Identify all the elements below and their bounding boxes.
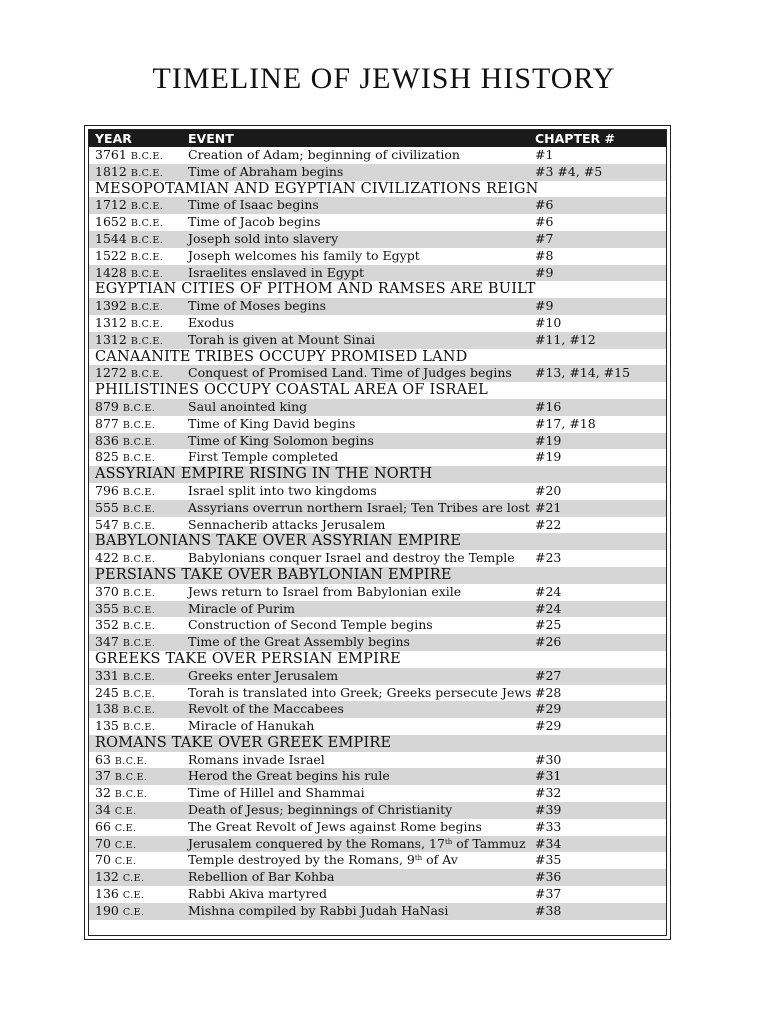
section-heading: ROMANS TAKE OVER GREEK EMPIRE <box>95 734 392 751</box>
chapter-cell: #1 <box>535 147 554 162</box>
event-cell <box>188 785 365 802</box>
year-number: 1652 <box>95 214 127 230</box>
year-number: 796 <box>95 482 119 498</box>
event-cell <box>188 315 234 332</box>
table-row <box>89 231 666 248</box>
table-row <box>89 332 666 349</box>
table-row <box>89 449 666 466</box>
chapter-cell: #23 <box>535 550 562 566</box>
chapter-cell: #34 <box>535 835 562 851</box>
table-row <box>89 298 666 315</box>
event-cell <box>188 416 355 433</box>
event-cell <box>188 802 452 819</box>
event-cell <box>188 617 433 634</box>
chapter-cell: #37 <box>535 886 562 902</box>
year-number: 352 <box>95 617 119 633</box>
event-text: Rebellion of Bar Kohba <box>188 869 335 885</box>
era-label: B.C.E. <box>130 369 164 381</box>
chapter-cell: #7 <box>535 230 554 246</box>
event-cell <box>188 718 314 735</box>
event-cell <box>188 197 319 214</box>
event-cell <box>188 500 530 517</box>
section-heading: PHILISTINES OCCUPY COASTAL AREA OF ISRAEL <box>95 382 488 399</box>
event-text: Torah is translated into Greek; Greeks persecute Jews <box>188 684 532 700</box>
era-label: C.E. <box>122 906 145 918</box>
section-row <box>89 181 666 198</box>
year-number: 1272 <box>95 365 127 381</box>
table-row <box>89 752 666 769</box>
era-label: C.E. <box>114 806 137 818</box>
chapter-cell: #19 <box>535 432 562 448</box>
table-row <box>89 365 666 382</box>
event-text: Time of King David begins <box>188 415 356 431</box>
event-text: Israel split into two kingdoms <box>188 482 377 498</box>
year-number: 1428 <box>95 264 127 280</box>
chapter-cell: #35 <box>535 852 562 868</box>
year-number: 70 <box>95 835 111 851</box>
table-row <box>89 634 666 651</box>
event-text: Joseph sold into slavery <box>188 230 339 246</box>
section-row <box>89 382 666 399</box>
era-label: B.C.E. <box>130 268 164 280</box>
event-cell <box>188 685 531 702</box>
chapter-cell: #29 <box>535 718 562 734</box>
table-row <box>89 886 666 903</box>
event-cell <box>188 517 385 534</box>
event-text: Time of Jacob begins <box>188 214 321 230</box>
era-label: B.C.E. <box>122 402 156 414</box>
year-number: 555 <box>95 499 119 515</box>
year-number: 63 <box>95 751 111 767</box>
event-cell <box>188 164 343 181</box>
chapter-cell: #36 <box>535 869 562 885</box>
event-cell <box>188 231 338 248</box>
era-label: B.C.E. <box>122 587 156 599</box>
chapter-cell: #8 <box>535 247 554 263</box>
year-number: 70 <box>95 852 111 868</box>
event-cell <box>188 852 458 869</box>
era-label: B.C.E. <box>114 789 148 801</box>
year-number: 3761 <box>95 147 127 162</box>
event-cell <box>188 701 344 718</box>
table-row <box>89 601 666 618</box>
table-row <box>89 399 666 416</box>
event-cell <box>188 550 515 567</box>
event-text: Conquest of Promised Land. Time of Judges begins <box>188 365 512 381</box>
event-cell <box>188 768 390 785</box>
table-row <box>89 147 666 164</box>
era-label: B.C.E. <box>130 167 164 179</box>
event-text: Sennacherib attacks Jerusalem <box>188 516 386 532</box>
event-cell <box>188 248 420 265</box>
header-event: EVENT <box>188 131 234 146</box>
section-heading: EGYPTIAN CITIES OF PITHOM AND RAMSES ARE BUILT <box>95 281 536 298</box>
event-cell <box>188 483 377 500</box>
event-cell <box>188 147 460 164</box>
event-text: Miracle of Purim <box>188 600 296 616</box>
table-row <box>89 785 666 802</box>
era-label: C.E. <box>114 856 137 868</box>
ordinal-suffix: th <box>414 854 423 863</box>
chapter-cell: #9 <box>535 264 554 280</box>
chapter-cell: #24 <box>535 600 562 616</box>
era-label: B.C.E. <box>122 688 156 700</box>
chapter-cell: #17, #18 <box>535 415 596 431</box>
chapter-cell: #20 <box>535 482 562 498</box>
chapter-cell: #33 <box>535 818 562 834</box>
section-row <box>89 349 666 366</box>
event-text: Time of Hillel and Shammai <box>188 785 365 801</box>
event-text: Death of Jesus; beginnings of Christianity <box>188 802 453 818</box>
year-number: 1392 <box>95 298 127 314</box>
event-text: The Great Revolt of Jews against Rome begins <box>188 818 482 834</box>
year-number: 1812 <box>95 163 127 179</box>
event-cell <box>188 265 364 282</box>
era-label: C.E. <box>114 822 137 834</box>
page-title: TIMELINE OF JEWISH HISTORY <box>152 62 616 95</box>
year-number: 1312 <box>95 331 127 347</box>
event-text: Revolt of the Maccabees <box>188 701 344 717</box>
era-label: B.C.E. <box>130 302 164 314</box>
year-number: 836 <box>95 432 119 448</box>
era-label: B.C.E. <box>130 218 164 230</box>
table-row <box>89 802 666 819</box>
era-label: C.E. <box>122 890 145 902</box>
chapter-cell: #3 #4, #5 <box>535 163 603 179</box>
ordinal-suffix: th <box>444 837 453 846</box>
table-row <box>89 214 666 231</box>
event-text-tail: of Av <box>422 852 458 868</box>
event-text: Torah is given at Mount Sinai <box>188 331 376 347</box>
chapter-cell: #9 <box>535 298 554 314</box>
section-row <box>89 735 666 752</box>
era-label: B.C.E. <box>122 520 156 532</box>
event-text: Time of the Great Assembly begins <box>188 634 410 650</box>
event-text: Romans invade Israel <box>188 751 325 767</box>
chapter-cell: #30 <box>535 751 562 767</box>
year-number: 1312 <box>95 314 127 330</box>
section-row <box>89 651 666 668</box>
event-text: Israelites enslaved in Egypt <box>188 264 364 280</box>
chapter-cell: #6 <box>535 197 554 213</box>
event-text: First Temple completed <box>188 449 339 465</box>
table-row <box>89 248 666 265</box>
event-cell <box>188 886 327 903</box>
year-number: 245 <box>95 684 119 700</box>
header-chapter: CHAPTER # <box>535 131 615 146</box>
year-number: 34 <box>95 802 111 818</box>
year-number: 32 <box>95 785 111 801</box>
era-label: B.C.E. <box>122 554 156 566</box>
event-text: Greeks enter Jerusalem <box>188 667 339 683</box>
section-heading: BABYLONIANS TAKE OVER ASSYRIAN EMPIRE <box>95 533 462 550</box>
table-row <box>89 550 666 567</box>
event-text: Herod the Great begins his rule <box>188 768 390 784</box>
event-cell <box>188 449 338 466</box>
chapter-cell: #27 <box>535 667 562 683</box>
table-row <box>89 718 666 735</box>
table-row <box>89 315 666 332</box>
event-cell <box>188 214 321 231</box>
chapter-cell: #29 <box>535 701 562 717</box>
event-text: Time of Isaac begins <box>188 197 319 213</box>
year-number: 135 <box>95 718 119 734</box>
year-number: 331 <box>95 667 119 683</box>
era-label: B.C.E. <box>130 234 164 246</box>
era-label: B.C.E. <box>122 453 156 465</box>
era-label: B.C.E. <box>130 251 164 263</box>
event-text: Saul anointed king <box>188 398 308 414</box>
chapter-cell: #10 <box>535 314 562 330</box>
event-cell <box>188 584 461 601</box>
table-header <box>89 130 666 147</box>
era-label: B.C.E. <box>114 772 148 784</box>
chapter-cell: #16 <box>535 398 562 414</box>
event-text-tail: of Tammuz <box>452 835 526 851</box>
event-text: Jews return to Israel from Babylonian exile <box>188 583 462 599</box>
event-cell <box>188 298 326 315</box>
year-number: 422 <box>95 550 119 566</box>
table-row <box>89 685 666 702</box>
year-number: 136 <box>95 886 119 902</box>
section-row <box>89 533 666 550</box>
table-row <box>89 197 666 214</box>
event-cell <box>188 399 307 416</box>
year-number: 1522 <box>95 247 127 263</box>
table-row <box>89 701 666 718</box>
year-number: 138 <box>95 701 119 717</box>
year-number: 66 <box>95 818 111 834</box>
chapter-cell: #11, #12 <box>535 331 596 347</box>
era-label: B.C.E. <box>122 503 156 515</box>
chapter-cell: #28 <box>535 684 562 700</box>
chapter-cell: #26 <box>535 634 562 650</box>
era-label: B.C.E. <box>122 705 156 717</box>
year-number: 190 <box>95 902 119 918</box>
era-label: B.C.E. <box>122 486 156 498</box>
table-row <box>89 768 666 785</box>
table-body <box>89 147 666 920</box>
event-text: Time of Moses begins <box>188 298 327 314</box>
table-row <box>89 584 666 601</box>
section-heading: ASSYRIAN EMPIRE RISING IN THE NORTH <box>95 466 433 483</box>
table-row <box>89 416 666 433</box>
section-heading: PERSIANS TAKE OVER BABYLONIAN EMPIRE <box>95 566 452 583</box>
table-row <box>89 836 666 853</box>
table-row <box>89 433 666 450</box>
chapter-cell: #32 <box>535 785 562 801</box>
event-cell <box>188 836 526 853</box>
event-cell <box>188 668 338 685</box>
table-row <box>89 668 666 685</box>
event-text: Construction of Second Temple begins <box>188 617 433 633</box>
year-number: 1544 <box>95 230 127 246</box>
event-text: Creation of Adam; beginning of civilization <box>188 147 460 162</box>
header-year: YEAR <box>95 131 132 146</box>
era-label: B.C.E. <box>122 419 156 431</box>
event-text: Joseph welcomes his family to Egypt <box>188 247 420 263</box>
year-cell <box>95 903 144 922</box>
chapter-cell: #25 <box>535 617 562 633</box>
event-text: Babylonians conquer Israel and destroy the Temple <box>188 550 515 566</box>
event-text: Time of Abraham begins <box>188 163 344 179</box>
table-row <box>89 903 666 920</box>
event-text: Temple destroyed by the Romans, 9 <box>188 852 415 868</box>
event-text: Assyrians overrun northern Israel; Ten Tribes are lost <box>188 499 530 515</box>
chapter-cell: #39 <box>535 802 562 818</box>
event-cell <box>188 869 335 886</box>
era-label: B.C.E. <box>130 335 164 347</box>
event-text: Time of King Solomon begins <box>188 432 374 448</box>
section-heading: MESOPOTAMIAN AND EGYPTIAN CIVILIZATIONS REIGN <box>95 180 539 197</box>
year-number: 877 <box>95 415 119 431</box>
timeline-table <box>89 130 666 920</box>
year-number: 132 <box>95 869 119 885</box>
year-number: 347 <box>95 634 119 650</box>
section-row <box>89 281 666 298</box>
section-heading: GREEKS TAKE OVER PERSIAN EMPIRE <box>95 650 401 667</box>
era-label: B.C.E. <box>130 201 164 213</box>
table-row <box>89 869 666 886</box>
event-text: Rabbi Akiva martyred <box>188 886 327 902</box>
event-cell <box>188 365 512 382</box>
section-row <box>89 466 666 483</box>
era-label: B.C.E. <box>130 318 164 330</box>
year-number: 879 <box>95 398 119 414</box>
chapter-cell: #38 <box>535 902 562 918</box>
era-label: C.E. <box>122 873 145 885</box>
era-label: B.C.E. <box>130 151 164 162</box>
year-number: 37 <box>95 768 111 784</box>
chapter-cell: #31 <box>535 768 562 784</box>
event-cell <box>188 601 295 618</box>
year-number: 355 <box>95 600 119 616</box>
event-cell <box>188 819 482 836</box>
table-row <box>89 617 666 634</box>
era-label: B.C.E. <box>122 638 156 650</box>
chapter-cell: #6 <box>535 214 554 230</box>
era-label: B.C.E. <box>114 755 148 767</box>
era-label: B.C.E. <box>122 621 156 633</box>
chapter-cell: #19 <box>535 449 562 465</box>
table-row <box>89 164 666 181</box>
event-cell <box>188 634 410 651</box>
era-label: B.C.E. <box>122 722 156 734</box>
event-cell <box>188 903 448 920</box>
year-number: 1712 <box>95 197 127 213</box>
event-cell <box>188 752 325 769</box>
section-heading: CANAANITE TRIBES OCCUPY PROMISED LAND <box>95 348 468 365</box>
event-text: Exodus <box>188 314 235 330</box>
section-row <box>89 567 666 584</box>
year-number: 825 <box>95 449 119 465</box>
table-row <box>89 265 666 282</box>
event-cell <box>188 332 375 349</box>
era-label: C.E. <box>114 839 137 851</box>
chapter-cell: #13, #14, #15 <box>535 365 631 381</box>
era-label: B.C.E. <box>122 436 156 448</box>
table-row <box>89 852 666 869</box>
era-label: B.C.E. <box>122 604 156 616</box>
chapter-cell: #22 <box>535 516 562 532</box>
table-row <box>89 483 666 500</box>
table-row <box>89 819 666 836</box>
table-row <box>89 517 666 534</box>
chapter-cell: #21 <box>535 499 562 515</box>
event-text: Jerusalem conquered by the Romans, 17 <box>188 835 445 851</box>
chapter-cell: #24 <box>535 583 562 599</box>
era-label: B.C.E. <box>122 671 156 683</box>
year-number: 547 <box>95 516 119 532</box>
event-text: Mishna compiled by Rabbi Judah HaNasi <box>188 902 449 918</box>
table-row <box>89 500 666 517</box>
event-cell <box>188 433 374 450</box>
year-number: 370 <box>95 583 119 599</box>
event-text: Miracle of Hanukah <box>188 718 315 734</box>
